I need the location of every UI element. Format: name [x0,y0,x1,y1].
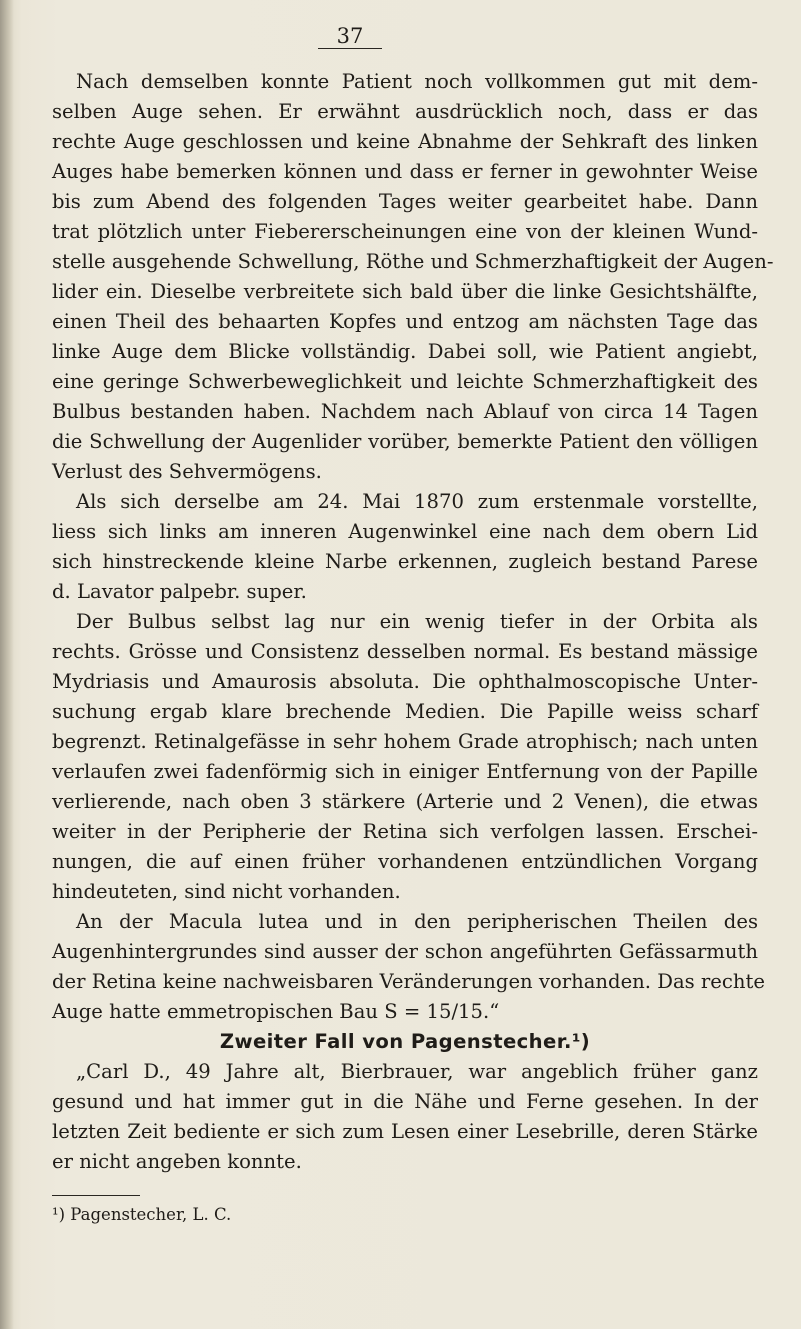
text-line: der Retina keine nachweisbaren Veränderungen vorhanden. Das rechte [52,970,765,993]
body-text [52,67,774,1226]
text-line: liess sich links am inneren Augenwinkel eine nach dem obern Lid [52,520,758,543]
text-line: einen Theil des behaarten Kopfes und entzog am nächsten Tage das [52,310,758,333]
text-line: Auge hatte emmetropischen Bau S = 15/15.“ [52,1000,500,1023]
paragraph-2 [52,487,758,607]
text-line: bis zum Abend des folgenden Tages weiter gearbeitet habe. Dann [52,190,758,213]
case-heading: Zweiter Fall von Pagenstecher.¹) [219,1030,591,1053]
footnote: ¹) Pagenstecher, L. C. [52,1205,232,1224]
text-line: eine geringe Schwerbeweglichkeit und leichte Schmerzhaftigkeit des [52,370,758,393]
text-line: d. Lavator palpebr. super. [52,580,307,603]
text-line: Als sich derselbe am 24. Mai 1870 zum erstenmale vorstellte, [76,490,758,513]
text-line: stelle ausgehende Schwellung, Röthe und Schmerzhaftigkeit der Augen- [52,250,774,273]
text-line: An der Macula lutea und in den peripherischen Theilen des [76,910,758,933]
text-line: selben Auge sehen. Er erwähnt ausdrücklich noch, dass er das [52,100,758,123]
text-line: trat plötzlich unter Fiebererscheinungen eine von der kleinen Wund- [52,220,758,243]
text-line: suchung ergab klare brechende Medien. Die Papille weiss scharf [52,700,758,723]
text-line: Mydriasis und Amaurosis absoluta. Die ophthalmoscopische Unter- [52,670,758,693]
paragraph-5 [52,1057,758,1177]
text-line: lider ein. Dieselbe verbreitete sich bald über die linke Gesichtshälfte, [52,280,758,303]
page-spine-shadow [0,0,14,1329]
text-line: rechts. Grösse und Consistenz desselben normal. Es bestand mässige [52,640,758,663]
paragraph-4 [52,907,765,1027]
text-line: „Carl D., 49 Jahre alt, Bierbrauer, war angeblich früher ganz [76,1060,758,1083]
page-number-rule [318,48,382,49]
page-number: 37 [336,24,364,48]
text-line: nungen, die auf einen früher vorhandenen entzündlichen Vorgang [52,850,758,873]
text-line: verlaufen zwei fadenförmig sich in einiger Entfernung von der Papille [52,760,758,783]
text-line: verlierende, nach oben 3 stärkere (Arterie und 2 Venen), die etwas [52,790,758,813]
footnote-rule [52,1195,140,1196]
text-line: Bulbus bestanden haben. Nachdem nach Ablauf von circa 14 Tagen [52,400,758,423]
text-line: Der Bulbus selbst lag nur ein wenig tiefer in der Orbita als [76,610,758,633]
text-line: linke Auge dem Blicke vollständig. Dabei soll, wie Patient angiebt, [52,340,758,363]
text-line: hindeuteten, sind nicht vorhanden. [52,880,401,903]
text-line: Auges habe bemerken können und dass er ferner in gewohnter Weise [52,160,758,183]
text-line: rechte Auge geschlossen und keine Abnahme der Sehkraft des linken [52,130,758,153]
paragraph-3 [52,607,758,907]
text-line: begrenzt. Retinalgefässe in sehr hohem Grade atrophisch; nach unten [52,730,758,753]
text-line: letzten Zeit bediente er sich zum Lesen einer Lesebrille, deren Stärke [52,1120,758,1143]
text-line: weiter in der Peripherie der Retina sich verfolgen lassen. Erschei- [52,820,758,843]
text-line: sich hinstreckende kleine Narbe erkennen, zugleich bestand Parese [52,550,758,573]
text-line: Nach demselben konnte Patient noch vollkommen gut mit dem- [76,70,758,93]
text-line: gesund und hat immer gut in die Nähe und Ferne gesehen. In der [52,1090,758,1113]
paragraph-1 [52,67,774,487]
text-line: Verlust des Sehvermögens. [52,460,322,483]
text-line: er nicht angeben konnte. [52,1150,302,1173]
text-line: die Schwellung der Augenlider vorüber, bemerkte Patient den völligen [52,430,758,453]
text-line: Augenhintergrundes sind ausser der schon angeführten Gefässarmuth [52,940,758,963]
